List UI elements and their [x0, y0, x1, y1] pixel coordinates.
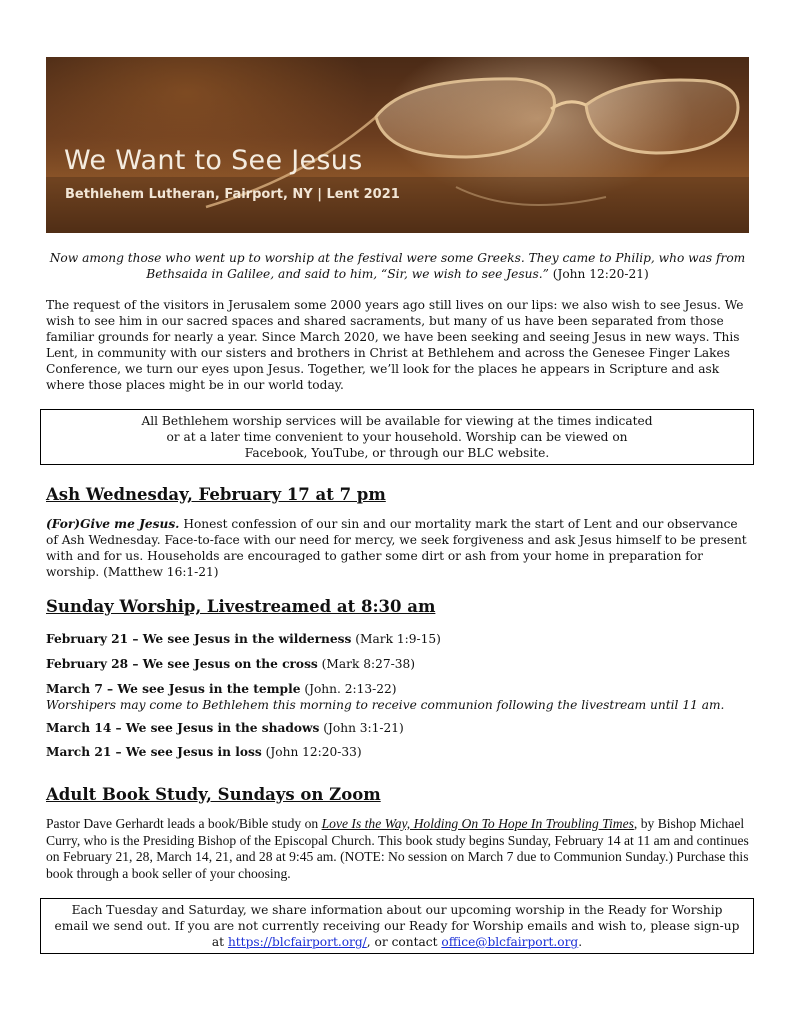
- sunday-item-ref: (Mark 1:9-15): [355, 632, 441, 646]
- sunday-item-title: February 21 – We see Jesus in the wilderness: [46, 632, 352, 646]
- ash-text: Honest confession of our sin and our mortality mark the start of Lent and our observance of Ash Wednesday. Face-to-face with our need for mercy, we seek forgiveness and ask Jesus himself to be present with and for us. Households are encouraged to gather some dirt or ash from your home in preparation for worship. (Matthew 16:1-21): [46, 517, 747, 579]
- sunday-item-title: February 28 – We see Jesus on the cross: [46, 657, 318, 671]
- sunday-item: [46, 681, 776, 713]
- email-info-box: [40, 898, 754, 954]
- quote-text: Now among those who went up to worship at the festival were some Greeks. They came to Philip, who was from Bethsaida in Galilee, and said to him, “Sir, we wish to see Jesus.”: [49, 251, 746, 281]
- study-after: , by Bishop Michael Curry, who is the Presiding Bishop of the Episcopal Church. This book study begins Sunday, February 14 at 11 am and continues on February 21, 28, March 14, 21, and 28 at 9:45 am. (NOTE: No session on March 7 due to Communion Sunday.) Purchase this book through a book seller of your choosing.: [46, 816, 749, 881]
- sunday-item: [46, 631, 776, 647]
- viewing-line-2: or at a later time convenient to your household. Worship can be viewed on: [166, 430, 628, 444]
- book-study-heading: Adult Book Study, Sundays on Zoom: [46, 785, 381, 804]
- sunday-item-ref: (Mark 8:27-38): [321, 657, 416, 671]
- sunday-item-ref: (John 3:1-21): [323, 721, 404, 735]
- email-end: .: [578, 935, 583, 949]
- quote-reference: (John 12:20-21): [552, 267, 649, 281]
- sunday-item-title: March 7 – We see Jesus in the temple: [46, 682, 301, 696]
- banner-title: We Want to See Jesus: [64, 145, 363, 176]
- email-at: at: [211, 935, 225, 949]
- sunday-item-ref: (John. 2:13-22): [304, 682, 397, 696]
- website-link[interactable]: https://blcfairport.org/: [227, 935, 367, 949]
- sunday-item-ref: (John 12:20-33): [265, 745, 362, 759]
- sunday-item: [46, 656, 776, 672]
- email-line-2: email we send out. If you are not currently receiving our Ready for Worship emails and wish to, please sign-up: [54, 919, 740, 933]
- study-before: Pastor Dave Gerhardt leads a book/Bible study on: [46, 816, 319, 831]
- email-line-1: Each Tuesday and Saturday, we share information about our upcoming worship in the Ready for Worship: [71, 903, 723, 917]
- email-contact: , or contact: [366, 935, 438, 949]
- ash-wednesday-body: [46, 516, 753, 580]
- book-study-body: [46, 816, 756, 882]
- viewing-line-3: Facebook, YouTube, or through our BLC website.: [244, 446, 550, 460]
- ash-wednesday-heading: Ash Wednesday, February 17 at 7 pm: [46, 485, 386, 504]
- sunday-worship-heading: Sunday Worship, Livestreamed at 8:30 am: [46, 597, 436, 616]
- sunday-item: [46, 720, 776, 736]
- intro-paragraph: The request of the visitors in Jerusalem some 2000 years ago still lives on our lips: we also wish to see Jesus. We wish to see him in our sacred spaces and shared sacraments, but many of us have been separated from those familiar grounds for nearly a year. Since March 2020, we have been seeking and seeing Jesus in new ways. This Lent, in community with our sisters and brothers in Christ at Bethlehem and across the Genesee Finger Lakes Conference, we turn our eyes upon Jesus. Together, we’ll look for the places he appears in Scripture and ask where those places might be in our world today.: [46, 298, 744, 392]
- viewing-info-box: [40, 409, 754, 465]
- book-title: Love Is the Way, Holding On To Hope In Troubling Times: [321, 816, 634, 831]
- ash-lead: (For)Give me Jesus.: [46, 517, 180, 531]
- viewing-line-1: All Bethlehem worship services will be available for viewing at the times indicated: [141, 414, 653, 428]
- sunday-item-title: March 14 – We see Jesus in the shadows: [46, 721, 320, 735]
- header-banner: [46, 57, 749, 233]
- sunday-item-title: March 21 – We see Jesus in loss: [46, 745, 262, 759]
- banner-subtitle: Bethlehem Lutheran, Fairport, NY | Lent 2021: [65, 187, 400, 202]
- email-link[interactable]: office@blcfairport.org: [441, 935, 579, 949]
- communion-note: Worshipers may come to Bethlehem this morning to receive communion following the livestream until 11 am.: [46, 698, 725, 712]
- sunday-item: [46, 744, 776, 760]
- scripture-quote: [46, 250, 749, 282]
- email-line-3: [41, 934, 753, 950]
